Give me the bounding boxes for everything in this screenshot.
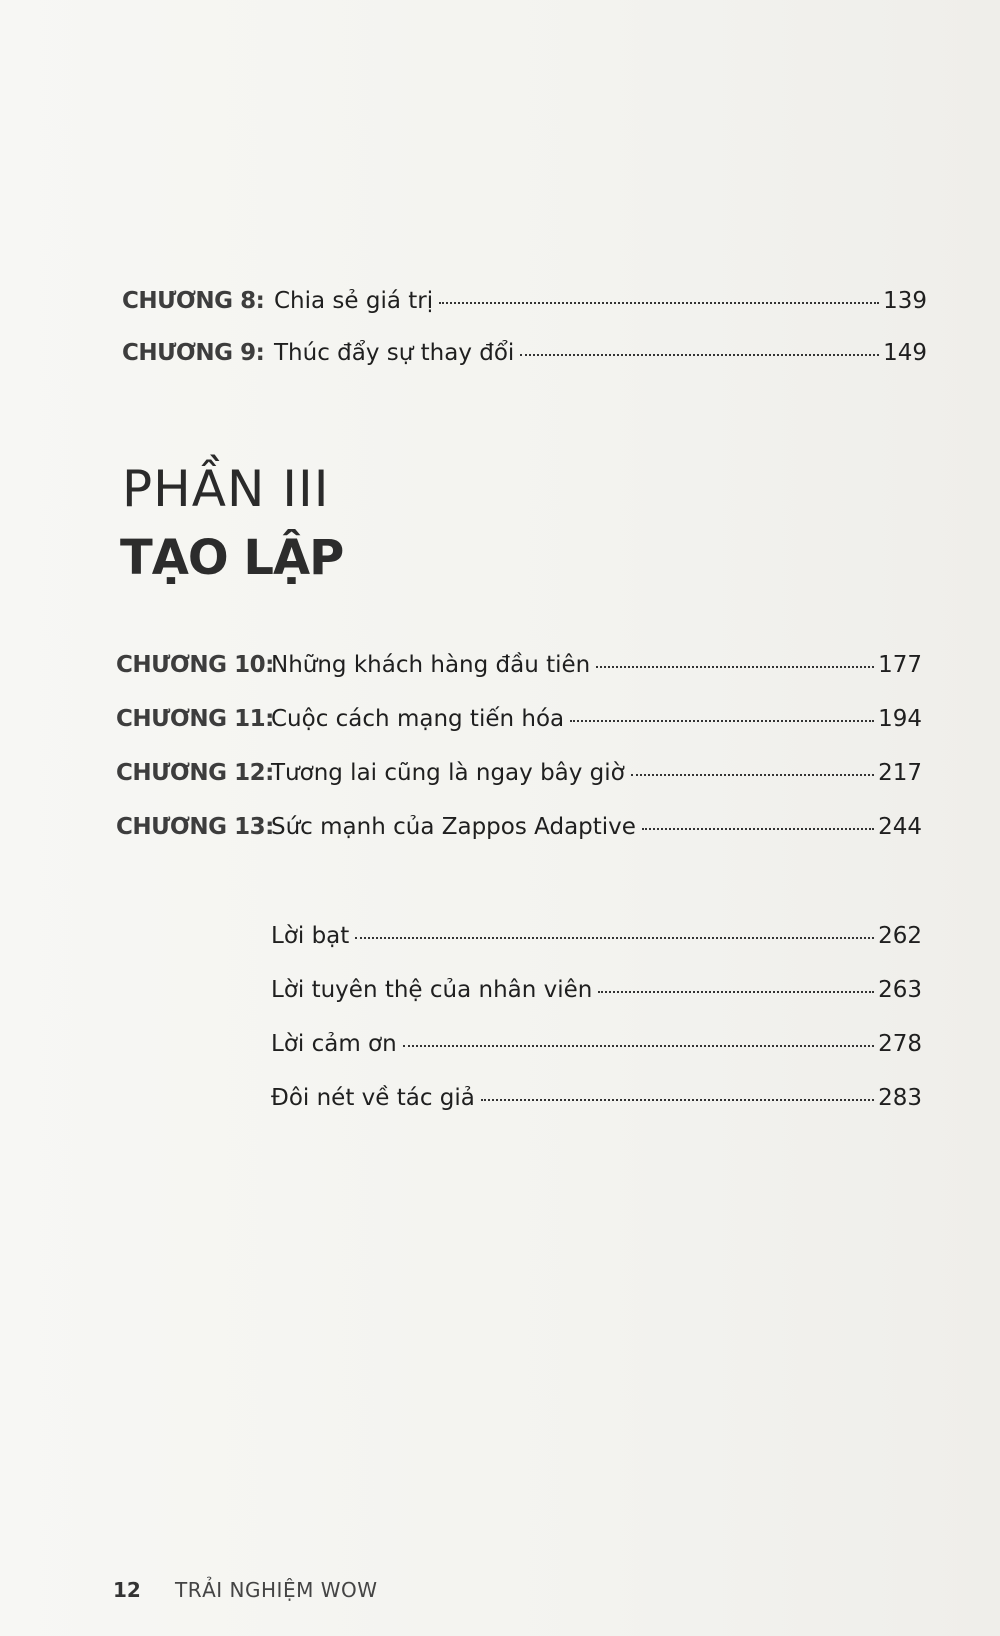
entry-title: Đôi nét về tác giả [271, 1085, 475, 1111]
page-number: 139 [883, 288, 927, 314]
page-number: 263 [878, 977, 922, 1003]
chapter-title: Những khách hàng đầu tiên [271, 652, 591, 678]
entry-title: Lời bạt [271, 923, 350, 949]
chapter-title: Tương lai cũng là ngay bây giờ [271, 760, 625, 786]
footer-page-number: 12 [113, 1578, 141, 1602]
toc-entry-chapter-10 [116, 654, 922, 677]
chapter-label: CHƯƠNG 11: [116, 706, 274, 732]
toc-entry-about-author [271, 1087, 922, 1110]
toc-entry-chapter-9 [122, 342, 927, 365]
page-number: 217 [878, 760, 922, 786]
chapter-title: Sức mạnh của Zappos Adaptive [271, 814, 636, 840]
dot-leader [439, 302, 879, 304]
dot-leader [481, 1099, 874, 1101]
entry-title: Lời tuyên thệ của nhân viên [271, 977, 593, 1003]
page-number: 278 [878, 1031, 922, 1057]
footer-book-title: TRẢI NGHIỆM WOW [175, 1578, 378, 1602]
dot-leader [570, 720, 874, 722]
toc-entry-chapter-8 [122, 290, 927, 313]
chapter-label: CHƯƠNG 8: [122, 288, 265, 314]
dot-leader [631, 774, 874, 776]
chapter-label: CHƯƠNG 13: [116, 814, 274, 840]
entry-title: Lời cảm ơn [271, 1031, 397, 1057]
dot-leader [596, 666, 874, 668]
page-number: 194 [878, 706, 922, 732]
chapter-title: Thúc đẩy sự thay đổi [274, 340, 515, 366]
part-label: PHẦN III [122, 460, 330, 518]
part-title: TẠO LẬP [120, 530, 344, 586]
dot-leader [642, 828, 874, 830]
toc-entry-chapter-13 [116, 816, 922, 839]
chapter-title: Cuộc cách mạng tiến hóa [271, 706, 565, 732]
toc-entry-chapter-11 [116, 708, 922, 731]
dot-leader [520, 354, 879, 356]
toc-entry-employee-oath [271, 979, 922, 1002]
page-number: 283 [878, 1085, 922, 1111]
dot-leader [355, 937, 874, 939]
toc-entry-acknowledgments [271, 1033, 922, 1056]
dot-leader [598, 991, 874, 993]
page-number: 177 [878, 652, 922, 678]
toc-entry-afterword [271, 925, 922, 948]
page-number: 149 [883, 340, 927, 366]
chapter-label: CHƯƠNG 9: [122, 340, 265, 366]
toc-entry-chapter-12 [116, 762, 922, 785]
page-number: 262 [878, 923, 922, 949]
chapter-label: CHƯƠNG 10: [116, 652, 274, 678]
chapter-title: Chia sẻ giá trị [274, 288, 434, 314]
page-number: 244 [878, 814, 922, 840]
chapter-label: CHƯƠNG 12: [116, 760, 274, 786]
dot-leader [403, 1045, 874, 1047]
